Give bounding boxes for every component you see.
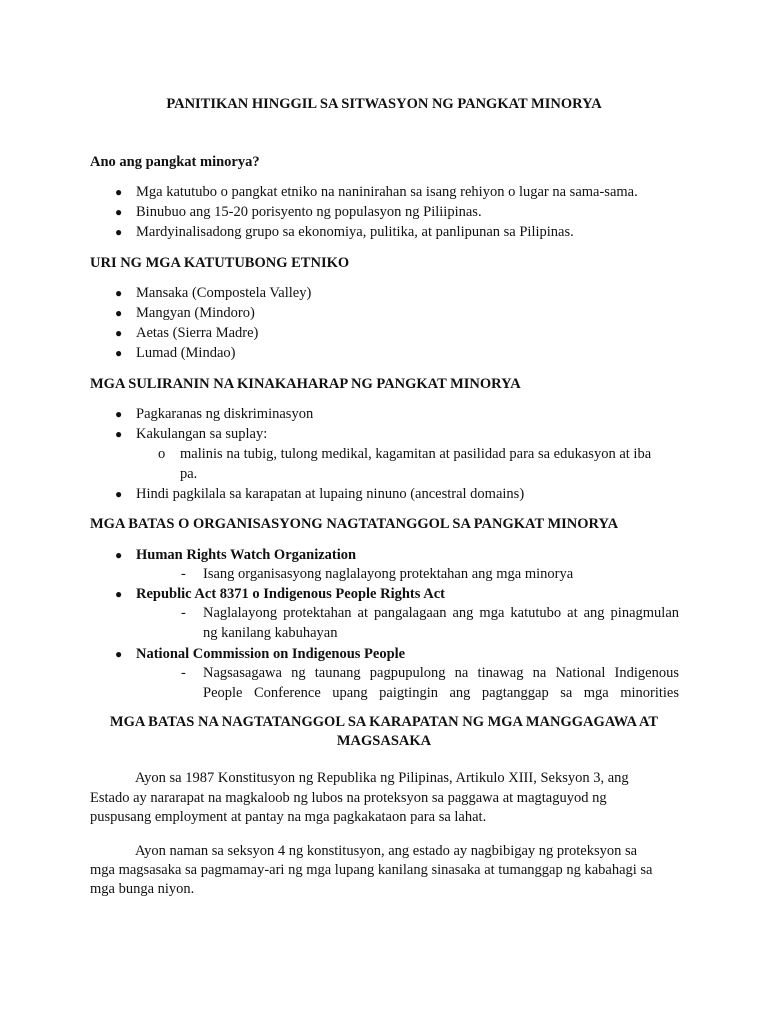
sub-bullet-marker: o bbox=[158, 446, 166, 462]
list-item-text: Hindi pagkilala sa karapatan at lupaing ninuno (ancestral domains) bbox=[136, 486, 525, 502]
bullet-marker: ● bbox=[115, 487, 123, 501]
bullet-marker: ● bbox=[115, 587, 123, 601]
bullet-marker: ● bbox=[115, 346, 123, 360]
list-item-text: Lumad (Mindao) bbox=[136, 345, 236, 361]
org-description-continued: ng kanilang kabuhayan bbox=[203, 625, 338, 641]
org-description: Nagsasagawa ng taunang pagpupulong na tinawag na National Indigenous bbox=[203, 665, 679, 681]
sub-list-item-text: malinis na tubig, tulong medikal, kagamitan at pasilidad para sa edukasyon at iba bbox=[180, 446, 652, 462]
paragraph-line: mga magsasaka sa pagmamay-ari ng mga lupang kanilang sinasaka at tumanggap ng kabahagi sa bbox=[90, 862, 653, 878]
list-item-text: Mangyan (Mindoro) bbox=[136, 305, 255, 321]
bullet-marker: ● bbox=[115, 548, 123, 562]
bullet-marker: ● bbox=[115, 326, 123, 340]
org-description: Isang organisasyong naglalayong protektahan ang mga minorya bbox=[203, 566, 574, 582]
list-item-text: Aetas (Sierra Madre) bbox=[136, 325, 259, 341]
dash-marker: - bbox=[181, 566, 186, 582]
list-item-text: Binubuo ang 15-20 porisyento ng populasyon ng Piliipinas. bbox=[136, 204, 482, 220]
org-name: National Commission on Indigenous People bbox=[136, 646, 406, 662]
list-item-text: Kakulangan sa suplay: bbox=[136, 426, 268, 442]
dash-marker: - bbox=[181, 605, 186, 621]
list-item-text: Mardyinalisadong grupo sa ekonomiya, pulitika, at panlipunan sa Pilipinas. bbox=[136, 224, 574, 240]
bullet-marker: ● bbox=[115, 185, 123, 199]
paragraph-line: mga bunga niyon. bbox=[90, 881, 195, 897]
list-item-text: Mansaka (Compostela Valley) bbox=[136, 285, 312, 301]
paragraph-line: Ayon sa 1987 Konstitusyon ng Republika ng Pilipinas, Artikulo XIII, Seksyon 3, ang bbox=[135, 770, 629, 786]
org-description-continued: People Conference upang paigtingin ang pagtanggap sa mga minorities bbox=[203, 685, 679, 701]
org-name: Human Rights Watch Organization bbox=[136, 547, 357, 563]
paragraph-line: puspusang employment at pantay na mga pagkakataon para sa lahat. bbox=[90, 809, 487, 825]
bullet-marker: ● bbox=[115, 225, 123, 239]
list-item-text: Mga katutubo o pangkat etniko na naninirahan sa isang rehiyon o lugar na sama-sama. bbox=[136, 184, 638, 200]
bullet-marker: ● bbox=[115, 427, 123, 441]
org-name: Republic Act 8371 o Indigenous People Rights Act bbox=[136, 586, 445, 602]
bullet-marker: ● bbox=[115, 407, 123, 421]
section5-heading: MGA BATAS NA NAGTATANGGOL SA KARAPATAN NG MGA MANGGAGAWA AT bbox=[109, 714, 659, 730]
list-item-text: Pagkaranas ng diskriminasyon bbox=[136, 406, 314, 422]
section2-heading: URI NG MGA KATUTUBONG ETNIKO bbox=[90, 255, 350, 271]
bullet-marker: ● bbox=[115, 205, 123, 219]
section5-heading-continued: MAGSASAKA bbox=[336, 733, 432, 749]
org-description: Naglalayong protektahan at pangalagaan ang mga katutubo at ang pinagmulan bbox=[203, 605, 679, 621]
bullet-marker: ● bbox=[115, 647, 123, 661]
sub-list-item-text-continued: pa. bbox=[180, 466, 198, 482]
dash-marker: - bbox=[181, 665, 186, 681]
bullet-marker: ● bbox=[115, 286, 123, 300]
bullet-marker: ● bbox=[115, 306, 123, 320]
section1-question: Ano ang pangkat minorya? bbox=[90, 154, 260, 170]
section3-heading: MGA SULIRANIN NA KINAKAHARAP NG PANGKAT MINORYA bbox=[90, 376, 521, 392]
section4-heading: MGA BATAS O ORGANISASYONG NAGTATANGGOL SA PANGKAT MINORYA bbox=[90, 516, 619, 532]
document-title: PANITIKAN HINGGIL SA SITWASYON NG PANGKAT MINORYA bbox=[166, 96, 602, 112]
paragraph-line: Ayon naman sa seksyon 4 ng konstitusyon, ang estado ay nagbibigay ng proteksyon sa bbox=[135, 843, 638, 859]
paragraph-line: Estado ay nararapat na magkaloob ng lubos na proteksyon sa paggawa at magtaguyod ng bbox=[90, 790, 607, 806]
